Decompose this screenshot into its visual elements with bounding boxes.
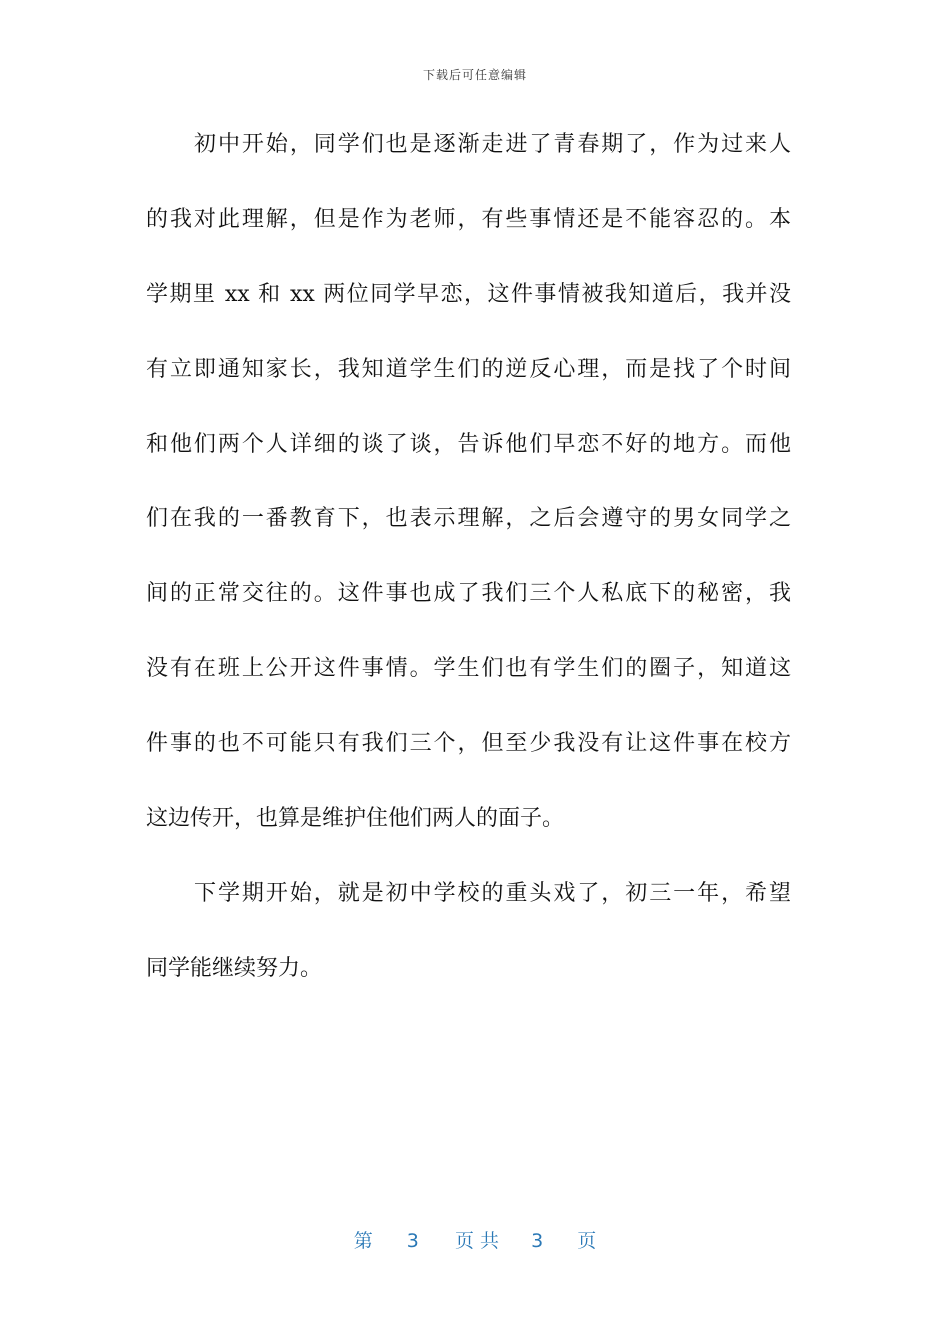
paragraph-1-line-4: 有立即通知家长，我知道学生们的逆反心理，而是找了个时间 — [146, 357, 791, 382]
page-number-footer — [0, 1226, 950, 1253]
paragraph-1-line-8: 没有在班上公开这件事情。学生们也有学生们的圈子，知道这 — [146, 656, 791, 681]
paragraph-1-line-10: 这边传开，也算是维护住他们两人的面子。 — [146, 806, 565, 831]
paragraph-1-line-6: 们在我的一番教育下，也表示理解，之后会遵守的男女同学之 — [146, 506, 791, 531]
paragraph-1-line-9: 件事的也不可能只有我们三个，但至少我没有让这件事在校方 — [146, 731, 791, 756]
paragraph-1-line-2: 的我对此理解，但是作为老师，有些事情还是不能容忍的。本 — [146, 207, 791, 232]
paragraph-1-line-3: 学期里 xx 和 xx 两位同学早恋，这件事情被我知道后，我并没 — [146, 282, 791, 307]
footer-total-pages: 3 — [531, 1230, 544, 1252]
footer-suffix: 页 — [577, 1230, 597, 1252]
footer-prefix: 第 — [353, 1230, 373, 1252]
paragraph-1-line-7: 间的正常交往的。这件事也成了我们三个人私底下的秘密，我 — [146, 581, 791, 606]
paragraph-2-line-2: 同学能继续努力。 — [146, 956, 323, 981]
paragraph-2-line-1: 下学期开始，就是初中学校的重头戏了，初三一年，希望 — [194, 881, 791, 906]
paragraph-1-line-5: 和他们两个人详细的谈了谈，告诉他们早恋不好的地方。而他 — [146, 432, 791, 457]
paragraph-1-line-1: 初中开始，同学们也是逐渐走进了青春期了，作为过来人 — [194, 132, 791, 157]
footer-current-page: 3 — [406, 1230, 419, 1252]
header-note: 下载后可任意编辑 — [422, 68, 527, 82]
footer-mid: 页共 — [454, 1230, 505, 1252]
